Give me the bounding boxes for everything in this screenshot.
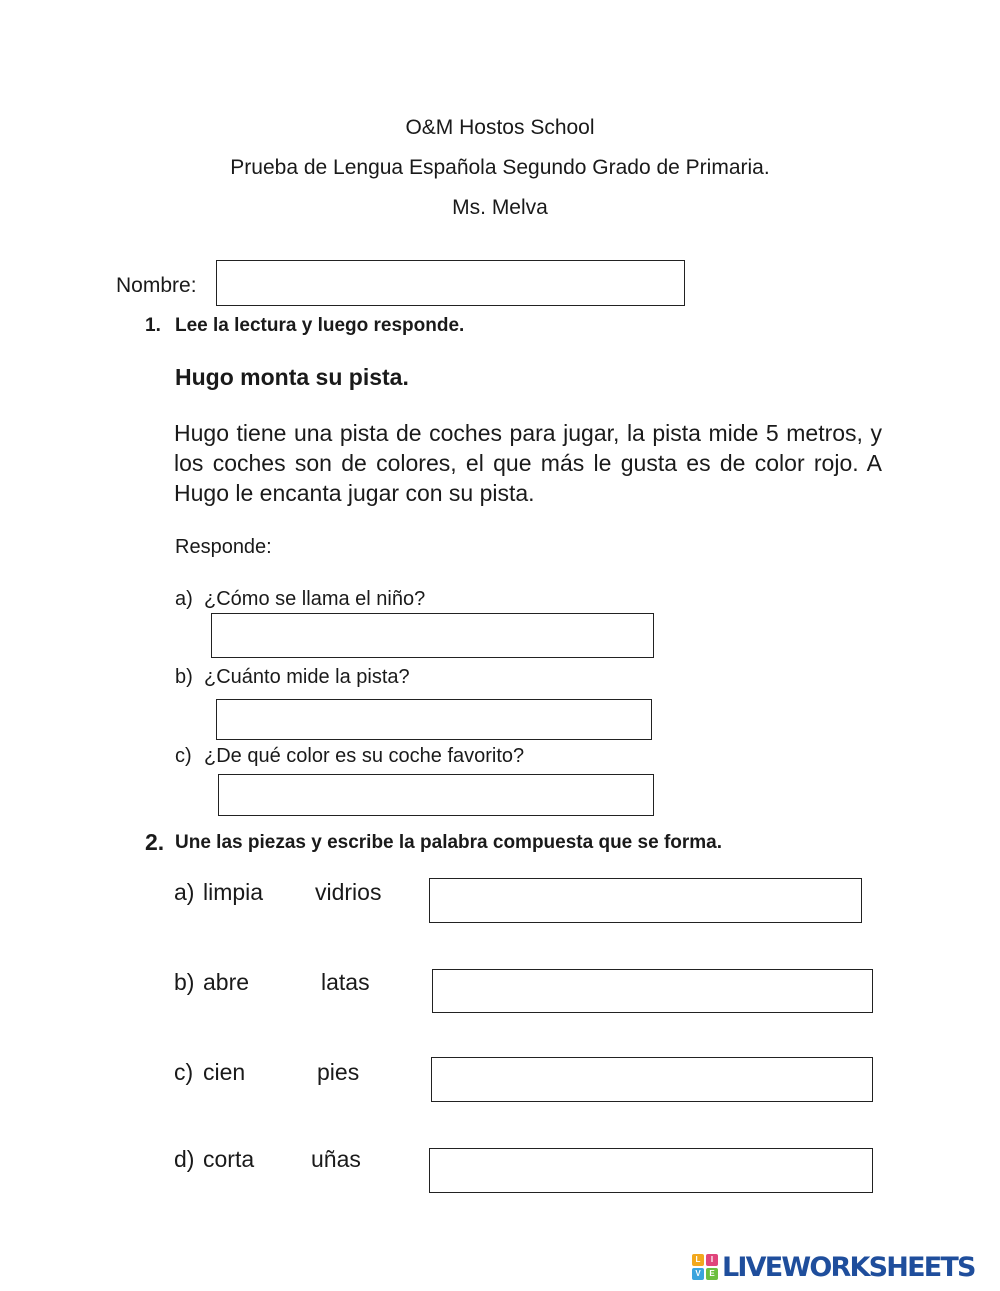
liveworksheets-brand-text: LIVEWORKSHEETS — [722, 1252, 975, 1283]
item-2c-part1: cien — [203, 1059, 246, 1085]
item-2c-part2: pies — [317, 1059, 360, 1085]
answer-1c-input[interactable] — [218, 774, 654, 816]
answer-2a-input[interactable] — [429, 878, 862, 923]
question-1b-letter: b) — [175, 666, 193, 688]
item-2d-part2: uñas — [311, 1146, 361, 1172]
name-input[interactable] — [216, 260, 685, 306]
question-2-number: 2. — [145, 829, 165, 855]
liveworksheets-logo[interactable] — [692, 1250, 992, 1286]
item-2a-part1: limpia — [203, 879, 264, 905]
question-1c-text: ¿De qué color es su coche favorito? — [204, 745, 525, 767]
answer-2b-input[interactable] — [432, 969, 873, 1013]
item-2b-part1: abre — [203, 969, 250, 995]
answer-1b-input[interactable] — [216, 699, 652, 740]
question-1a-letter: a) — [175, 588, 193, 610]
item-2a-part2: vidrios — [315, 879, 382, 905]
item-2c-letter: c) — [174, 1059, 194, 1085]
question-1c-letter: c) — [175, 745, 192, 767]
respond-label: Responde: — [175, 536, 272, 558]
item-2d-letter: d) — [174, 1146, 195, 1172]
test-title: Prueba de Lengua Española Segundo Grado de Primaria. — [230, 156, 770, 179]
story-title: Hugo monta su pista. — [175, 364, 409, 390]
question-1b-text: ¿Cuánto mide la pista? — [204, 666, 410, 688]
question-2-instruction: Une las piezas y escribe la palabra compuesta que se forma. — [175, 832, 723, 853]
story-text: Hugo tiene una pista de coches para jugar, la pista mide 5 metros, y los coches son de colores, el que más le gusta es de color rojo. A Hugo le encanta jugar con su pista. — [174, 420, 882, 506]
item-2b-letter: b) — [174, 969, 195, 995]
question-1-instruction: Lee la lectura y luego responde. — [175, 315, 465, 336]
answer-2c-input[interactable] — [431, 1057, 873, 1102]
item-2a-letter: a) — [174, 879, 195, 905]
question-1-number: 1. — [145, 315, 161, 336]
question-1a-text: ¿Cómo se llama el niño? — [204, 588, 426, 610]
item-2d-part1: corta — [203, 1146, 255, 1172]
liveworksheets-logo-icon: L I V E — [692, 1254, 720, 1282]
item-2b-part2: latas — [321, 969, 370, 995]
answer-1a-input[interactable] — [211, 613, 654, 658]
name-label: Nombre: — [116, 274, 197, 297]
school-name: O&M Hostos School — [405, 116, 595, 139]
answer-2d-input[interactable] — [429, 1148, 873, 1193]
teacher-name: Ms. Melva — [452, 196, 548, 219]
